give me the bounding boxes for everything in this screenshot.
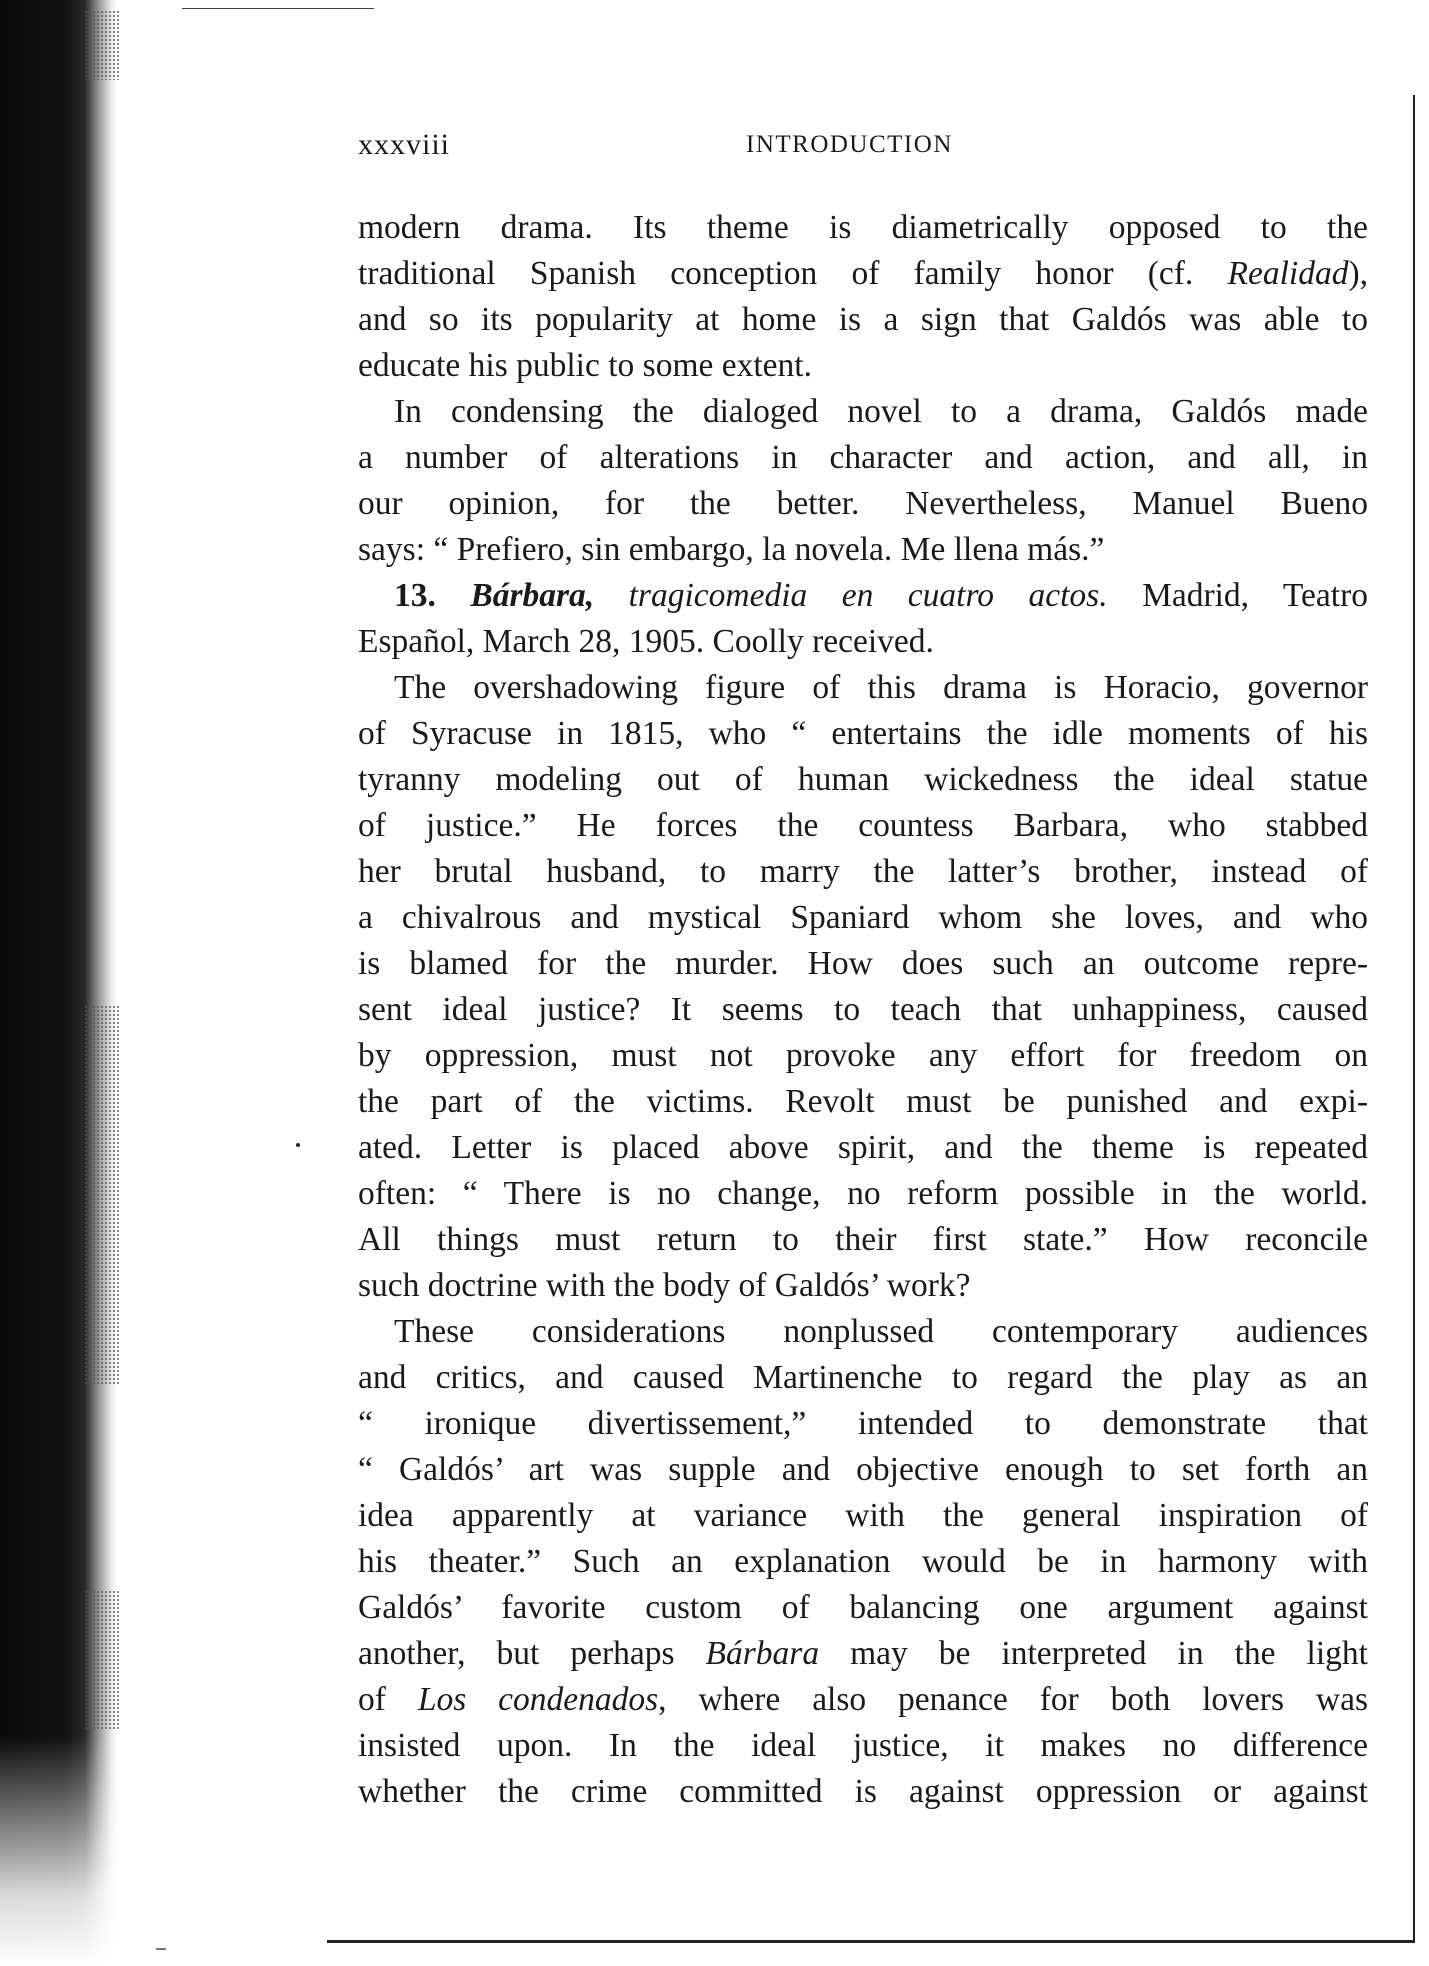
text-line: In condensing the dialoged novel to a drama, Galdós made [394, 393, 1368, 430]
text-line: and so its popularity at home is a sign that Galdós was able to [358, 301, 1368, 338]
text-line: Galdós’ favorite custom of balancing one argument against [358, 1589, 1368, 1626]
page-header [358, 128, 1368, 168]
text-line: a number of alterations in character and action, and all, in [358, 439, 1368, 476]
text-line: educate his public to some extent. [358, 347, 812, 384]
text-line: a chivalrous and mystical Spaniard whom she loves, and who [358, 899, 1368, 936]
text-line: The overshadowing figure of this drama is Horacio, governor [394, 669, 1368, 706]
entry-subtitle: tragicomedia en cuatro actos. [628, 577, 1108, 614]
bottom-tick-mark [156, 1948, 166, 1950]
entry-title: Bárbara, [470, 577, 595, 614]
italic-title: Bárbara [705, 1635, 820, 1672]
text-line: by oppression, must not provoke any effort for freedom on [358, 1037, 1368, 1074]
text-line: sent ideal justice? It seems to teach that unhappiness, caused [358, 991, 1368, 1028]
text-line: “ Galdós’ art was supple and objective enough to set forth an [358, 1451, 1368, 1488]
body-text [358, 205, 1368, 1815]
text-line: the part of the victims. Revolt must be punished and expi- [358, 1083, 1368, 1120]
binding-speckle-top [84, 10, 120, 80]
text-line: insisted upon. In the ideal justice, it makes no difference [358, 1727, 1368, 1764]
page-number: xxxviii [358, 128, 451, 161]
binding-fade [0, 1736, 120, 1966]
text-line: tyranny modeling out of human wickedness the ideal statue [358, 761, 1368, 798]
text-line: our opinion, for the better. Nevertheless, Manuel Bueno [358, 485, 1368, 522]
binding-speckle-mid [84, 1005, 120, 1385]
text-line: her brutal husband, to marry the latter’s brother, instead of [358, 853, 1368, 890]
entry-heading-line: 13. Bárbara, tragicomedia en cuatro actos. Madrid, Teatro [394, 577, 1368, 614]
italic-title: Los condenados [417, 1681, 659, 1718]
stray-mark [296, 1143, 300, 1147]
text-line: whether the crime committed is against oppression or against [358, 1773, 1368, 1810]
text-line: such doctrine with the body of Galdós’ work? [358, 1267, 971, 1304]
page-right-edge [1413, 95, 1415, 1940]
text-line: is blamed for the murder. How does such an outcome repre- [358, 945, 1368, 982]
binding-speckle-low [84, 1590, 120, 1730]
entry-number: 13. [394, 577, 436, 614]
text-line: modern drama. Its theme is diametrically opposed to the [358, 209, 1368, 246]
text-line: Español, March 28, 1905. Coolly received. [358, 623, 934, 660]
text-line: These considerations nonplussed contemporary audiences [394, 1313, 1368, 1350]
text-line: his theater.” Such an explanation would be in harmony with [358, 1543, 1368, 1580]
text-line: All things must return to their first state.” How reconcile [358, 1221, 1368, 1258]
text-line: another, but perhaps Bárbara may be interpreted in the light [358, 1635, 1368, 1672]
text-line: of Los condenados, where also penance for both lovers was [358, 1681, 1368, 1718]
running-head: INTRODUCTION [746, 131, 953, 158]
text-line: “ ironique divertissement,” intended to demonstrate that [358, 1405, 1368, 1442]
text-line: of justice.” He forces the countess Barbara, who stabbed [358, 807, 1368, 844]
text-line: and critics, and caused Martinenche to regard the play as an [358, 1359, 1368, 1396]
text-line: idea apparently at variance with the general inspiration of [358, 1497, 1368, 1534]
text-line: says: “ Prefiero, sin embargo, la novela. Me llena más.” [358, 531, 1105, 568]
text-line: of Syracuse in 1815, who “ entertains the idle moments of his [358, 715, 1368, 752]
text-line: often: “ There is no change, no reform possible in the world. [358, 1175, 1368, 1212]
text-line: traditional Spanish conception of family honor (cf. Realidad), [358, 255, 1368, 292]
top-rule [182, 8, 374, 9]
bottom-rule [327, 1940, 1415, 1943]
text-line: ated. Letter is placed above spirit, and the theme is repeated [358, 1129, 1368, 1166]
